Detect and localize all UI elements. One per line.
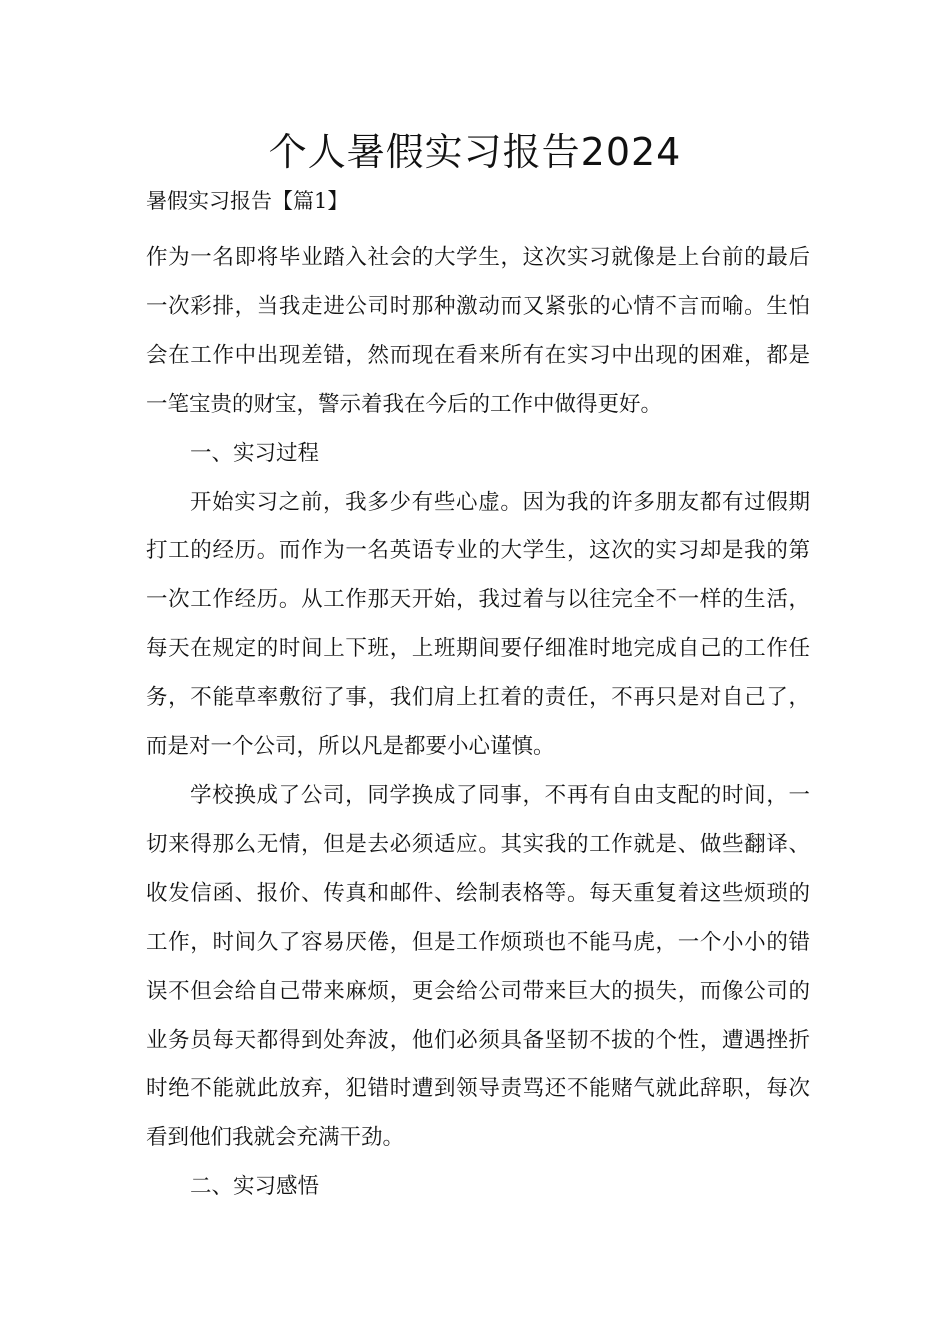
paragraph-process-2: 学校换成了公司，同学换成了同事，不再有自由支配的时间，一切来得那么无情，但是去必须适应。其实我的工作就是、做些翻译、收发信函、报价、传真和邮件、绘制表格等。每天重复着这些烦琐的工作，时间久了容易厌倦，但是工作烦琐也不能马虎，一个小小的错误不但会给自己带来麻烦，更会给公司带来巨大的损失，而像公司的业务员每天都得到处奔波，他们必须具备坚韧不拔的个性，遭遇挫折时绝不能就此放弃，犯错时遭到领导责骂还不能赌气就此辞职，每次看到他们我就会充满干劲。 [146, 782, 810, 1151]
document-body [146, 234, 810, 1212]
paragraph-process-1: 开始实习之前，我多少有些心虚。因为我的许多朋友都有过假期打工的经历。而作为一名英语专业的大学生，这次的实习却是我的第一次工作经历。从工作那天开始，我过着与以往完全不一样的生活，每天在规定的时间上下班，上班期间要仔细准时地完成自己的工作任务，不能草率敷衍了事，我们肩上扛着的责任，不再只是对自己了，而是对一个公司，所以凡是都要小心谨慎。 [146, 489, 810, 760]
document-subtitle: 暑假实习报告【篇1】 [146, 189, 349, 213]
section-heading-process: 一、实习过程 [190, 440, 320, 466]
paragraph-intro: 作为一名即将毕业踏入社会的大学生，这次实习就像是上台前的最后一次彩排，当我走进公司时那种激动而又紧张的心情不言而喻。生怕会在工作中出现差错，然而现在看来所有在实习中出现的困难，都是一笔宝贵的财宝，警示着我在今后的工作中做得更好。 [146, 245, 810, 417]
document-title: 个人暑假实习报告2024 [268, 130, 682, 174]
section-heading-reflection: 二、实习感悟 [190, 1174, 320, 1200]
